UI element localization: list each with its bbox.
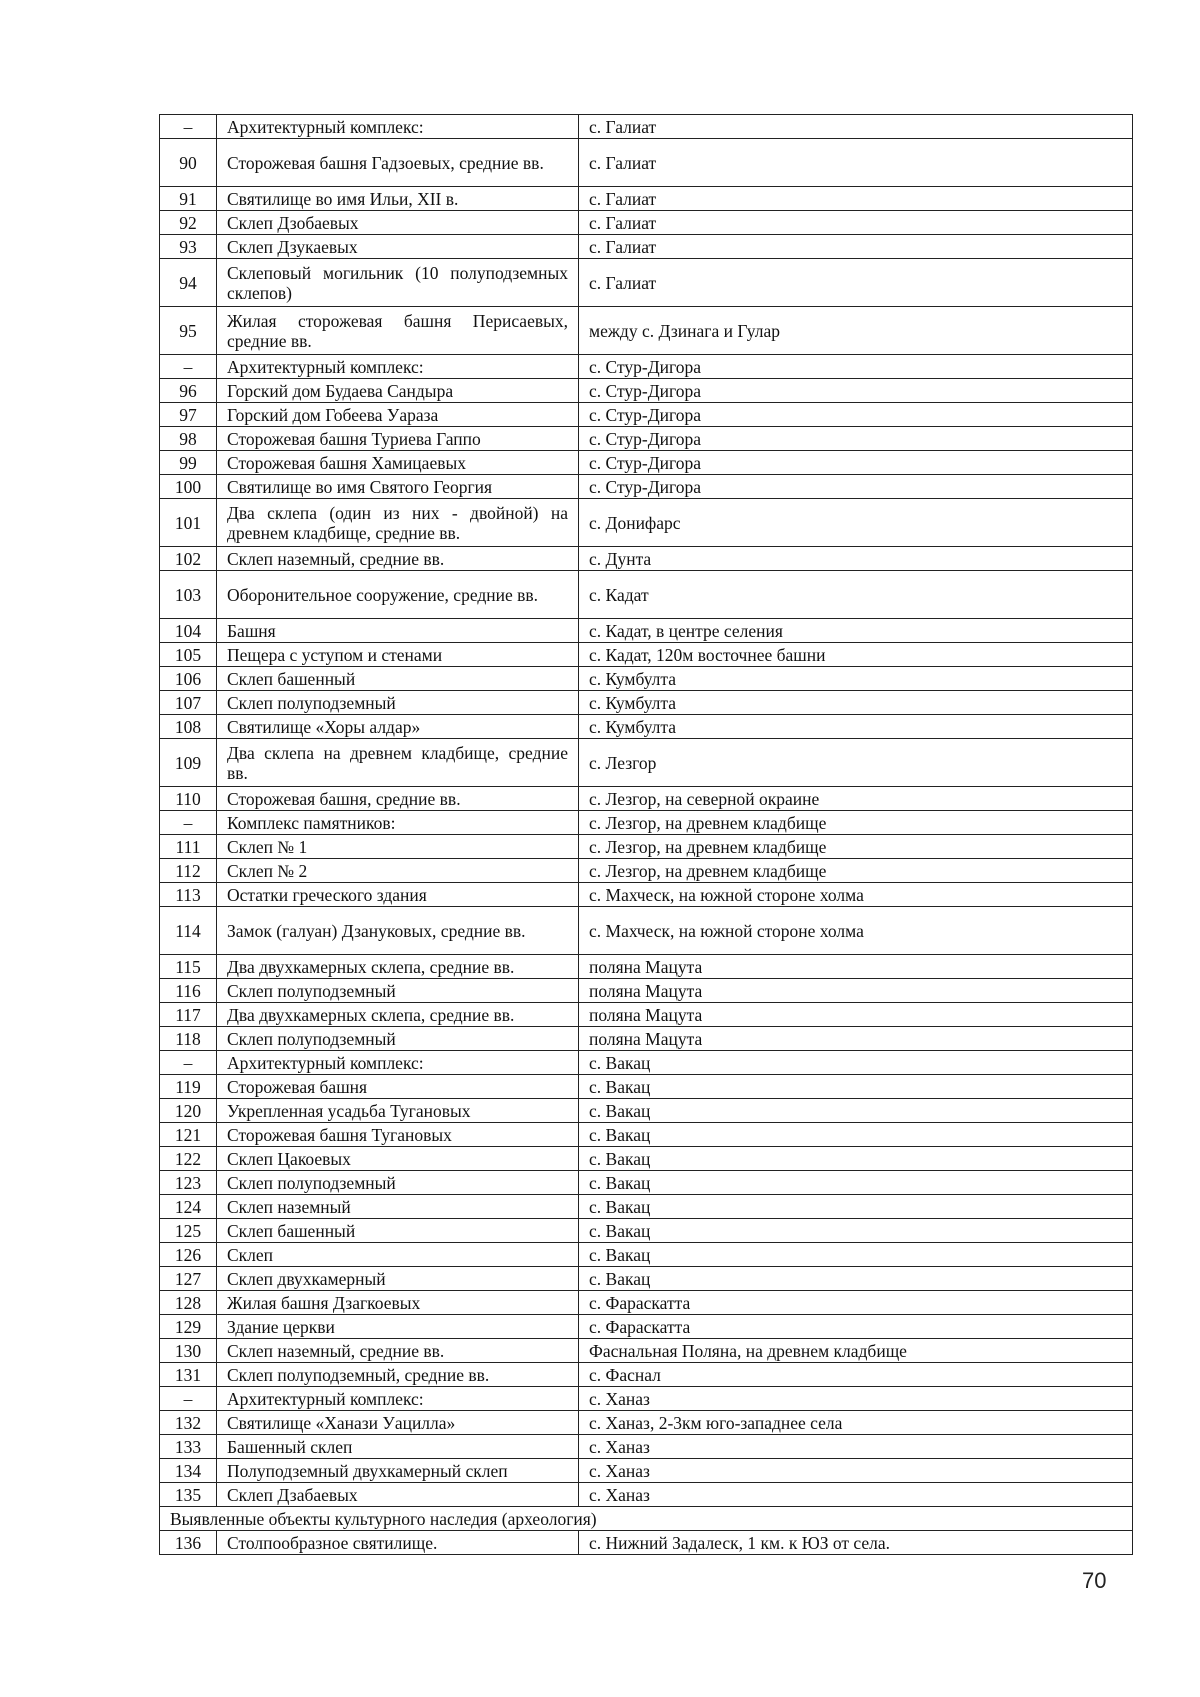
object-name-cell: Сторожевая башня Тугановых xyxy=(217,1123,579,1147)
object-name-cell: Замок (галуан) Дзануковых, средние вв. xyxy=(217,907,579,955)
table-row xyxy=(160,619,1133,643)
table-body xyxy=(160,115,1133,1555)
object-name-cell: Укрепленная усадьба Тугановых xyxy=(217,1099,579,1123)
object-location-cell: с. Дунта xyxy=(579,547,1133,571)
object-location-cell: с. Лезгор, на древнем кладбище xyxy=(579,835,1133,859)
table-row xyxy=(160,187,1133,211)
object-location-cell: между с. Дзинага и Гулар xyxy=(579,307,1133,355)
table-row xyxy=(160,499,1133,547)
object-location-cell: с. Кумбулта xyxy=(579,667,1133,691)
row-number-cell: 90 xyxy=(160,139,217,187)
object-location-cell: с. Ханаз, 2-3км юго-западнее села xyxy=(579,1411,1133,1435)
object-location-cell: поляна Мацута xyxy=(579,1003,1133,1027)
object-location-cell: с. Ханаз xyxy=(579,1459,1133,1483)
object-location-cell: с. Стур-Дигора xyxy=(579,355,1133,379)
table-row xyxy=(160,115,1133,139)
object-location-cell: с. Фараскатта xyxy=(579,1315,1133,1339)
row-number-cell: 129 xyxy=(160,1315,217,1339)
object-name-cell: Полуподземный двухкамерный склеп xyxy=(217,1459,579,1483)
object-name-cell: Остатки греческого здания xyxy=(217,883,579,907)
object-location-cell: с. Галиат xyxy=(579,187,1133,211)
row-number-cell: 115 xyxy=(160,955,217,979)
table-row xyxy=(160,1411,1133,1435)
table-row xyxy=(160,1219,1133,1243)
object-name-cell: Здание церкви xyxy=(217,1315,579,1339)
table-row xyxy=(160,1171,1133,1195)
table-row xyxy=(160,643,1133,667)
object-location-cell: с. Галиат xyxy=(579,259,1133,307)
object-name-cell: Сторожевая башня Туриева Гаппо xyxy=(217,427,579,451)
object-name-cell: Жилая сторожевая башня Перисаевых, средние вв. xyxy=(217,307,579,355)
table-row xyxy=(160,787,1133,811)
table-row xyxy=(160,211,1133,235)
row-number-cell: 98 xyxy=(160,427,217,451)
table-row xyxy=(160,451,1133,475)
object-location-cell: Фаснальная Поляна, на древнем кладбище xyxy=(579,1339,1133,1363)
object-name-cell: Склеп башенный xyxy=(217,667,579,691)
table-row xyxy=(160,1243,1133,1267)
object-name-cell: Склеп наземный, средние вв. xyxy=(217,547,579,571)
row-number-cell: 130 xyxy=(160,1339,217,1363)
table-row xyxy=(160,1099,1133,1123)
object-name-cell: Архитектурный комплекс: xyxy=(217,1051,579,1075)
table-row xyxy=(160,1435,1133,1459)
row-number-cell: 110 xyxy=(160,787,217,811)
object-name-cell: Склеп полуподземный xyxy=(217,1027,579,1051)
row-number-cell: 136 xyxy=(160,1531,217,1555)
table-row xyxy=(160,715,1133,739)
section-heading: Выявленные объекты культурного наследия (археология) xyxy=(160,1507,1133,1531)
object-name-cell: Склеп полуподземный, средние вв. xyxy=(217,1363,579,1387)
row-number-cell: 118 xyxy=(160,1027,217,1051)
row-number-cell: 96 xyxy=(160,379,217,403)
object-name-cell: Два склепа (один из них - двойной) на древнем кладбище, средние вв. xyxy=(217,499,579,547)
table-row xyxy=(160,1003,1133,1027)
page-number: 70 xyxy=(1082,1568,1107,1593)
table-row xyxy=(160,1363,1133,1387)
row-number-cell: 111 xyxy=(160,835,217,859)
row-number-cell: 100 xyxy=(160,475,217,499)
table-row xyxy=(160,475,1133,499)
object-name-cell: Архитектурный комплекс: xyxy=(217,1387,579,1411)
table-row xyxy=(160,1315,1133,1339)
object-name-cell: Склеп полуподземный xyxy=(217,979,579,1003)
object-name-cell: Два двухкамерных склепа, средние вв. xyxy=(217,1003,579,1027)
row-number-cell: 108 xyxy=(160,715,217,739)
object-name-cell: Комплекс памятников: xyxy=(217,811,579,835)
table-row xyxy=(160,1051,1133,1075)
object-location-cell: с. Вакац xyxy=(579,1267,1133,1291)
table-row xyxy=(160,835,1133,859)
object-name-cell: Жилая башня Дзагкоевых xyxy=(217,1291,579,1315)
object-location-cell: с. Стур-Дигора xyxy=(579,403,1133,427)
object-name-cell: Пещера с уступом и стенами xyxy=(217,643,579,667)
object-location-cell: с. Вакац xyxy=(579,1075,1133,1099)
object-name-cell: Два склепа на древнем кладбище, средние вв. xyxy=(217,739,579,787)
object-name-cell: Сторожевая башня Хамицаевых xyxy=(217,451,579,475)
row-number-cell: 114 xyxy=(160,907,217,955)
table-row xyxy=(160,427,1133,451)
row-number-cell: 127 xyxy=(160,1267,217,1291)
object-name-cell: Склеп Дзобаевых xyxy=(217,211,579,235)
object-location-cell: с. Фаснал xyxy=(579,1363,1133,1387)
object-name-cell: Склеп № 2 xyxy=(217,859,579,883)
table-row xyxy=(160,811,1133,835)
object-location-cell: с. Вакац xyxy=(579,1123,1133,1147)
row-number-cell: 101 xyxy=(160,499,217,547)
row-number-cell: 135 xyxy=(160,1483,217,1507)
object-location-cell: с. Ханаз xyxy=(579,1387,1133,1411)
table-row xyxy=(160,1195,1133,1219)
object-name-cell: Склеповый могильник (10 полуподземных склепов) xyxy=(217,259,579,307)
row-number-cell: – xyxy=(160,115,217,139)
object-location-cell: с. Кумбулта xyxy=(579,691,1133,715)
row-number-cell: 116 xyxy=(160,979,217,1003)
object-name-cell: Склеп наземный xyxy=(217,1195,579,1219)
table-row xyxy=(160,307,1133,355)
row-number-cell: 97 xyxy=(160,403,217,427)
table-row xyxy=(160,1459,1133,1483)
object-name-cell: Башенный склеп xyxy=(217,1435,579,1459)
row-number-cell: 112 xyxy=(160,859,217,883)
object-location-cell: с. Ханаз xyxy=(579,1483,1133,1507)
object-location-cell: с. Кадат, в центре селения xyxy=(579,619,1133,643)
table-row xyxy=(160,259,1133,307)
object-location-cell: с. Стур-Дигора xyxy=(579,451,1133,475)
object-name-cell: Склеп Дзабаевых xyxy=(217,1483,579,1507)
section-heading-row xyxy=(160,1507,1133,1531)
object-location-cell: с. Нижний Задалеск, 1 км. к ЮЗ от села. xyxy=(579,1531,1133,1555)
object-name-cell: Склеп № 1 xyxy=(217,835,579,859)
object-location-cell: с. Вакац xyxy=(579,1195,1133,1219)
row-number-cell: 104 xyxy=(160,619,217,643)
row-number-cell: 126 xyxy=(160,1243,217,1267)
table-row xyxy=(160,1123,1133,1147)
table-row xyxy=(160,1027,1133,1051)
object-location-cell: с. Вакац xyxy=(579,1171,1133,1195)
row-number-cell: 119 xyxy=(160,1075,217,1099)
table-row xyxy=(160,883,1133,907)
row-number-cell: – xyxy=(160,1387,217,1411)
object-location-cell: с. Вакац xyxy=(579,1099,1133,1123)
row-number-cell: – xyxy=(160,811,217,835)
table-row xyxy=(160,139,1133,187)
table-row xyxy=(160,979,1133,1003)
object-name-cell: Склеп полуподземный xyxy=(217,1171,579,1195)
object-location-cell: с. Лезгор, на северной окраине xyxy=(579,787,1133,811)
row-number-cell: 124 xyxy=(160,1195,217,1219)
row-number-cell: 91 xyxy=(160,187,217,211)
table-row xyxy=(160,691,1133,715)
object-name-cell: Склеп полуподземный xyxy=(217,691,579,715)
object-name-cell: Два двухкамерных склепа, средние вв. xyxy=(217,955,579,979)
object-location-cell: с. Галиат xyxy=(579,139,1133,187)
row-number-cell: 113 xyxy=(160,883,217,907)
row-number-cell: 102 xyxy=(160,547,217,571)
object-location-cell: поляна Мацута xyxy=(579,1027,1133,1051)
object-name-cell: Святилище во имя Ильи, XII в. xyxy=(217,187,579,211)
object-name-cell: Оборонительное сооружение, средние вв. xyxy=(217,571,579,619)
object-name-cell: Святилище «Хоры алдар» xyxy=(217,715,579,739)
object-location-cell: с. Стур-Дигора xyxy=(579,427,1133,451)
object-location-cell: с. Галиат xyxy=(579,235,1133,259)
object-location-cell: с. Галиат xyxy=(579,211,1133,235)
object-location-cell: с. Ханаз xyxy=(579,1435,1133,1459)
object-location-cell: с. Кадат xyxy=(579,571,1133,619)
object-name-cell: Столпообразное святилище. xyxy=(217,1531,579,1555)
object-location-cell: с. Вакац xyxy=(579,1243,1133,1267)
row-number-cell: 94 xyxy=(160,259,217,307)
object-location-cell: с. Кумбулта xyxy=(579,715,1133,739)
object-location-cell: с. Лезгор, на древнем кладбище xyxy=(579,811,1133,835)
table-row xyxy=(160,547,1133,571)
row-number-cell: 107 xyxy=(160,691,217,715)
object-location-cell: с. Фараскатта xyxy=(579,1291,1133,1315)
table-row xyxy=(160,907,1133,955)
object-location-cell: с. Донифарс xyxy=(579,499,1133,547)
object-name-cell: Склеп наземный, средние вв. xyxy=(217,1339,579,1363)
object-name-cell: Горский дом Будаева Сандыра xyxy=(217,379,579,403)
row-number-cell: 120 xyxy=(160,1099,217,1123)
object-name-cell: Святилище «Ханази Уацилла» xyxy=(217,1411,579,1435)
table-row xyxy=(160,859,1133,883)
table-row xyxy=(160,571,1133,619)
table-row xyxy=(160,1147,1133,1171)
row-number-cell: 122 xyxy=(160,1147,217,1171)
table-row xyxy=(160,1291,1133,1315)
table-row xyxy=(160,1339,1133,1363)
object-location-cell: с. Вакац xyxy=(579,1147,1133,1171)
row-number-cell: 128 xyxy=(160,1291,217,1315)
heritage-objects-table xyxy=(159,114,1133,1555)
object-location-cell: с. Галиат xyxy=(579,115,1133,139)
object-name-cell: Склеп двухкамерный xyxy=(217,1267,579,1291)
object-name-cell: Святилище во имя Святого Георгия xyxy=(217,475,579,499)
row-number-cell: 131 xyxy=(160,1363,217,1387)
object-name-cell: Архитектурный комплекс: xyxy=(217,115,579,139)
object-location-cell: поляна Мацута xyxy=(579,955,1133,979)
table-row xyxy=(160,955,1133,979)
table-row xyxy=(160,235,1133,259)
object-location-cell: с. Лезгор xyxy=(579,739,1133,787)
object-name-cell: Сторожевая башня, средние вв. xyxy=(217,787,579,811)
object-name-cell: Склеп xyxy=(217,1243,579,1267)
row-number-cell: 134 xyxy=(160,1459,217,1483)
row-number-cell: 125 xyxy=(160,1219,217,1243)
table-row xyxy=(160,1531,1133,1555)
table-row xyxy=(160,1267,1133,1291)
object-name-cell: Горский дом Гобеева Уараза xyxy=(217,403,579,427)
table-row xyxy=(160,739,1133,787)
row-number-cell: – xyxy=(160,355,217,379)
table-row xyxy=(160,403,1133,427)
table-row xyxy=(160,1387,1133,1411)
row-number-cell: 132 xyxy=(160,1411,217,1435)
object-location-cell: с. Лезгор, на древнем кладбище xyxy=(579,859,1133,883)
object-location-cell: с. Стур-Дигора xyxy=(579,379,1133,403)
row-number-cell: 123 xyxy=(160,1171,217,1195)
row-number-cell: 95 xyxy=(160,307,217,355)
row-number-cell: 121 xyxy=(160,1123,217,1147)
row-number-cell: 92 xyxy=(160,211,217,235)
object-name-cell: Склеп башенный xyxy=(217,1219,579,1243)
object-name-cell: Башня xyxy=(217,619,579,643)
row-number-cell: 99 xyxy=(160,451,217,475)
row-number-cell: 105 xyxy=(160,643,217,667)
table-row xyxy=(160,667,1133,691)
row-number-cell: 133 xyxy=(160,1435,217,1459)
object-location-cell: с. Кадат, 120м восточнее башни xyxy=(579,643,1133,667)
object-location-cell: поляна Мацута xyxy=(579,979,1133,1003)
table-row xyxy=(160,355,1133,379)
table-row xyxy=(160,1483,1133,1507)
object-name-cell: Сторожевая башня xyxy=(217,1075,579,1099)
object-location-cell: с. Махческ, на южной стороне холма xyxy=(579,907,1133,955)
object-location-cell: с. Вакац xyxy=(579,1219,1133,1243)
row-number-cell: 106 xyxy=(160,667,217,691)
object-name-cell: Сторожевая башня Гадзоевых, средние вв. xyxy=(217,139,579,187)
object-location-cell: с. Вакац xyxy=(579,1051,1133,1075)
row-number-cell: 117 xyxy=(160,1003,217,1027)
table-row xyxy=(160,379,1133,403)
object-location-cell: с. Стур-Дигора xyxy=(579,475,1133,499)
row-number-cell: 93 xyxy=(160,235,217,259)
object-name-cell: Склеп Цакоевых xyxy=(217,1147,579,1171)
object-name-cell: Архитектурный комплекс: xyxy=(217,355,579,379)
row-number-cell: – xyxy=(160,1051,217,1075)
object-name-cell: Склеп Дзукаевых xyxy=(217,235,579,259)
table-row xyxy=(160,1075,1133,1099)
row-number-cell: 103 xyxy=(160,571,217,619)
object-location-cell: с. Махческ, на южной стороне холма xyxy=(579,883,1133,907)
row-number-cell: 109 xyxy=(160,739,217,787)
